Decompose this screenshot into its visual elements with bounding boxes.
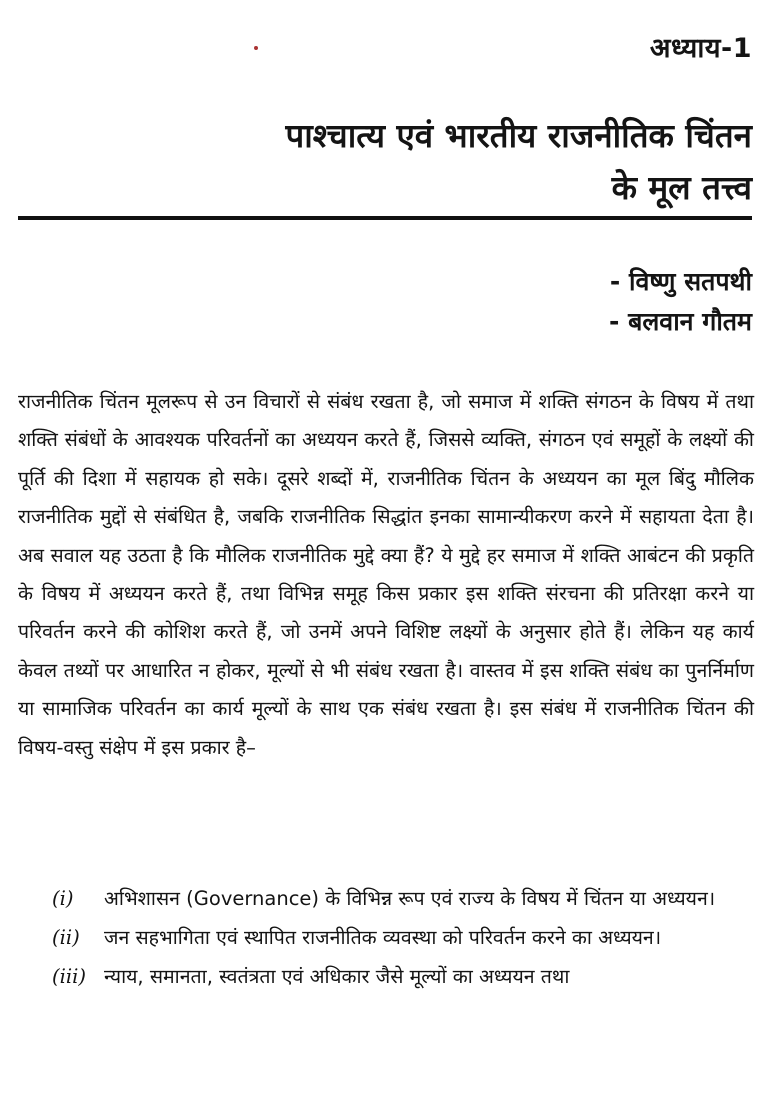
list-item bbox=[52, 958, 754, 995]
print-speck bbox=[254, 46, 258, 50]
list-item-text: न्याय, समानता, स्वतंत्रता एवं अधिकार जैसे मूल्यों का अध्ययन तथा bbox=[104, 965, 570, 988]
list-item bbox=[52, 880, 754, 917]
list-item-text: अभिशासन (Governance) के विभिन्न रूप एवं राज्य के विषय में चिंतन या अध्ययन। bbox=[104, 887, 716, 910]
title-divider bbox=[18, 216, 752, 220]
list-marker: (iii) bbox=[52, 965, 86, 988]
list-item bbox=[52, 919, 754, 956]
list-item-text: जन सहभागिता एवं स्थापित राजनीतिक व्यवस्था को परिवर्तन करने का अध्ययन। bbox=[104, 926, 662, 949]
topic-list bbox=[52, 880, 754, 997]
chapter-title-line-1: पाश्चात्य एवं भारतीय राजनीतिक चिंतन bbox=[285, 116, 752, 155]
chapter-title bbox=[285, 110, 752, 214]
author-name: - विष्णु सतपथी bbox=[609, 267, 752, 296]
body-paragraph: राजनीतिक चिंतन मूलरूप से उन विचारों से संबंध रखता है, जो समाज में शक्ति संगठन के विषय में तथा शक्ति संबंधों के आवश्यक परिवर्तनों का अध्ययन करते हैं, जिससे व्यक्ति, संगठन एवं समूहों के लक्ष्यों की पूर्ति की दिशा में सहायक हो सके। दूसरे शब्दों में, राजनीतिक चिंतन के अध्ययन का मूल बिंदु मौलिक राजनीतिक मुद्दों से संबंधित है, जबकि राजनीतिक सिद्धांत इनका सामान्यीकरण करने में सहायता देता है। अब सवाल यह उठता है कि मौलिक राजनीतिक मुद्दे क्या हैं? ये मुद्दे हर समाज में शक्ति आबंटन की प्रकृति के विषय में अध्ययन करते हैं, तथा विभिन्न समूह किस प्रकार इस शक्ति संरचना की प्रतिरक्षा करने या परिवर्तन करने की कोशिश करते हैं, जो उनमें अपने विशिष्ट लक्ष्यों के अनुसार होते हैं। लेकिन यह कार्य केवल तथ्यों पर आधारित न होकर, मूल्यों से भी संबंध रखता है। वास्तव में इस शक्ति संबंध का पुनर्निर्माण या सामाजिक परिवर्तन का कार्य मूल्यों के साथ एक संबंध रखता है। इस संबंध में राजनीतिक चिंतन की विषय-वस्तु संक्षेप में इस प्रकार है– bbox=[18, 390, 754, 759]
chapter-label: अध्याय-1 bbox=[649, 33, 752, 64]
chapter-title-line-2: के मूल तत्त्व bbox=[611, 168, 752, 207]
list-marker: (ii) bbox=[52, 926, 80, 949]
author-name: - बलवान गौतम bbox=[608, 307, 752, 336]
list-marker: (i) bbox=[52, 887, 74, 910]
author-list bbox=[609, 262, 752, 342]
